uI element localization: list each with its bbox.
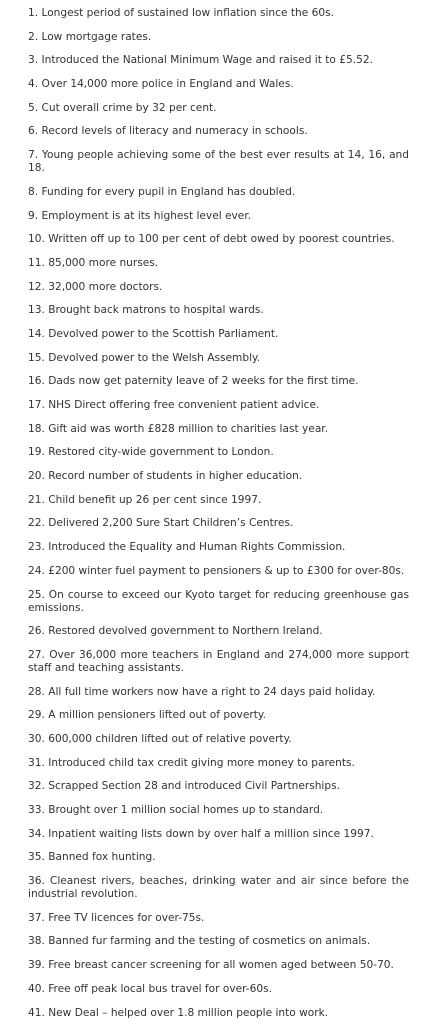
list-item: 28. All full time workers now have a right to 24 days paid holiday.	[28, 685, 376, 698]
list-item: 35. Banned fox hunting.	[28, 851, 156, 864]
list-item: 3. Introduced the National Minimum Wage and raised it to £5.52.	[28, 54, 373, 67]
list-item: 12. 32,000 more doctors.	[28, 280, 163, 293]
list-item: 30. 600,000 children lifted out of relative poverty.	[28, 732, 292, 745]
list-item: 18. Gift aid was worth £828 million to charities last year.	[28, 422, 329, 435]
list-item: 22. Delivered 2,200 Sure Start Children’s Centres.	[28, 517, 294, 530]
list-item: 23. Introduced the Equality and Human Rights Commission.	[28, 541, 346, 554]
list-item: 5. Cut overall crime by 32 per cent.	[28, 101, 217, 114]
list-item: 10. Written off up to 100 per cent of debt owed by poorest countries.	[28, 233, 395, 246]
list-item: 24. £200 winter fuel payment to pensioners & up to £300 for over-80s.	[28, 564, 405, 577]
list-item: 16. Dads now get paternity leave of 2 weeks for the first time.	[28, 375, 359, 388]
list-item: 39. Free breast cancer screening for all women aged between 50-70.	[28, 959, 394, 972]
list-item: 27. Over 36,000 more teachers in England and 274,000 more support staff and teaching assistants.	[28, 648, 409, 674]
list-item: 1. Longest period of sustained low inflation since the 60s.	[28, 7, 334, 19]
list-item: 32. Scrapped Section 28 and introduced Civil Partnerships.	[28, 780, 340, 793]
list-item: 40. Free off peak local bus travel for over-60s.	[28, 982, 272, 995]
list-item: 31. Introduced child tax credit giving more money to parents.	[28, 756, 355, 769]
list-item: 36. Cleanest rivers, beaches, drinking water and air since before the industrial revolution.	[28, 875, 409, 901]
list-item: 6. Record levels of literacy and numeracy in schools.	[28, 125, 308, 138]
list-item: 2. Low mortgage rates.	[28, 30, 152, 43]
list-item: 33. Brought over 1 million social homes up to standard.	[28, 804, 324, 816]
list-item: 4. Over 14,000 more police in England and Wales.	[28, 78, 294, 91]
list-item: 20. Record number of students in higher education.	[28, 470, 303, 483]
list-item: 37. Free TV licences for over-75s.	[28, 911, 205, 924]
list-item: 14. Devolved power to the Scottish Parliament.	[28, 327, 279, 340]
list-item: 38. Banned fur farming and the testing of cosmetics on animals.	[28, 935, 371, 948]
list-item: 34. Inpatient waiting lists down by over half a million since 1997.	[28, 827, 374, 840]
list-item: 25. On course to exceed our Kyoto target for reducing greenhouse gas emissions.	[28, 588, 409, 614]
list-item: 17. NHS Direct offering free convenient patient advice.	[28, 399, 320, 411]
list-item: 8. Funding for every pupil in England has doubled.	[28, 185, 296, 198]
list-item: 21. Child benefit up 26 per cent since 1997.	[28, 493, 262, 506]
list-item: 41. New Deal – helped over 1.8 million people into work.	[28, 1006, 329, 1019]
list-item: 29. A million pensioners lifted out of poverty.	[28, 709, 266, 722]
list-item: 13. Brought back matrons to hospital wards.	[28, 304, 264, 317]
list-item: 9. Employment is at its highest level ever.	[28, 209, 252, 222]
list-item: 7. Young people achieving some of the best ever results at 14, 16, and 18.	[28, 149, 409, 175]
list-item: 26. Restored devolved government to Northern Ireland.	[28, 625, 323, 638]
list-item: 11. 85,000 more nurses.	[28, 256, 159, 269]
list-item: 15. Devolved power to the Welsh Assembly.	[28, 351, 261, 364]
list-item: 19. Restored city-wide government to London.	[28, 446, 274, 459]
achievement-list	[28, 7, 409, 1020]
